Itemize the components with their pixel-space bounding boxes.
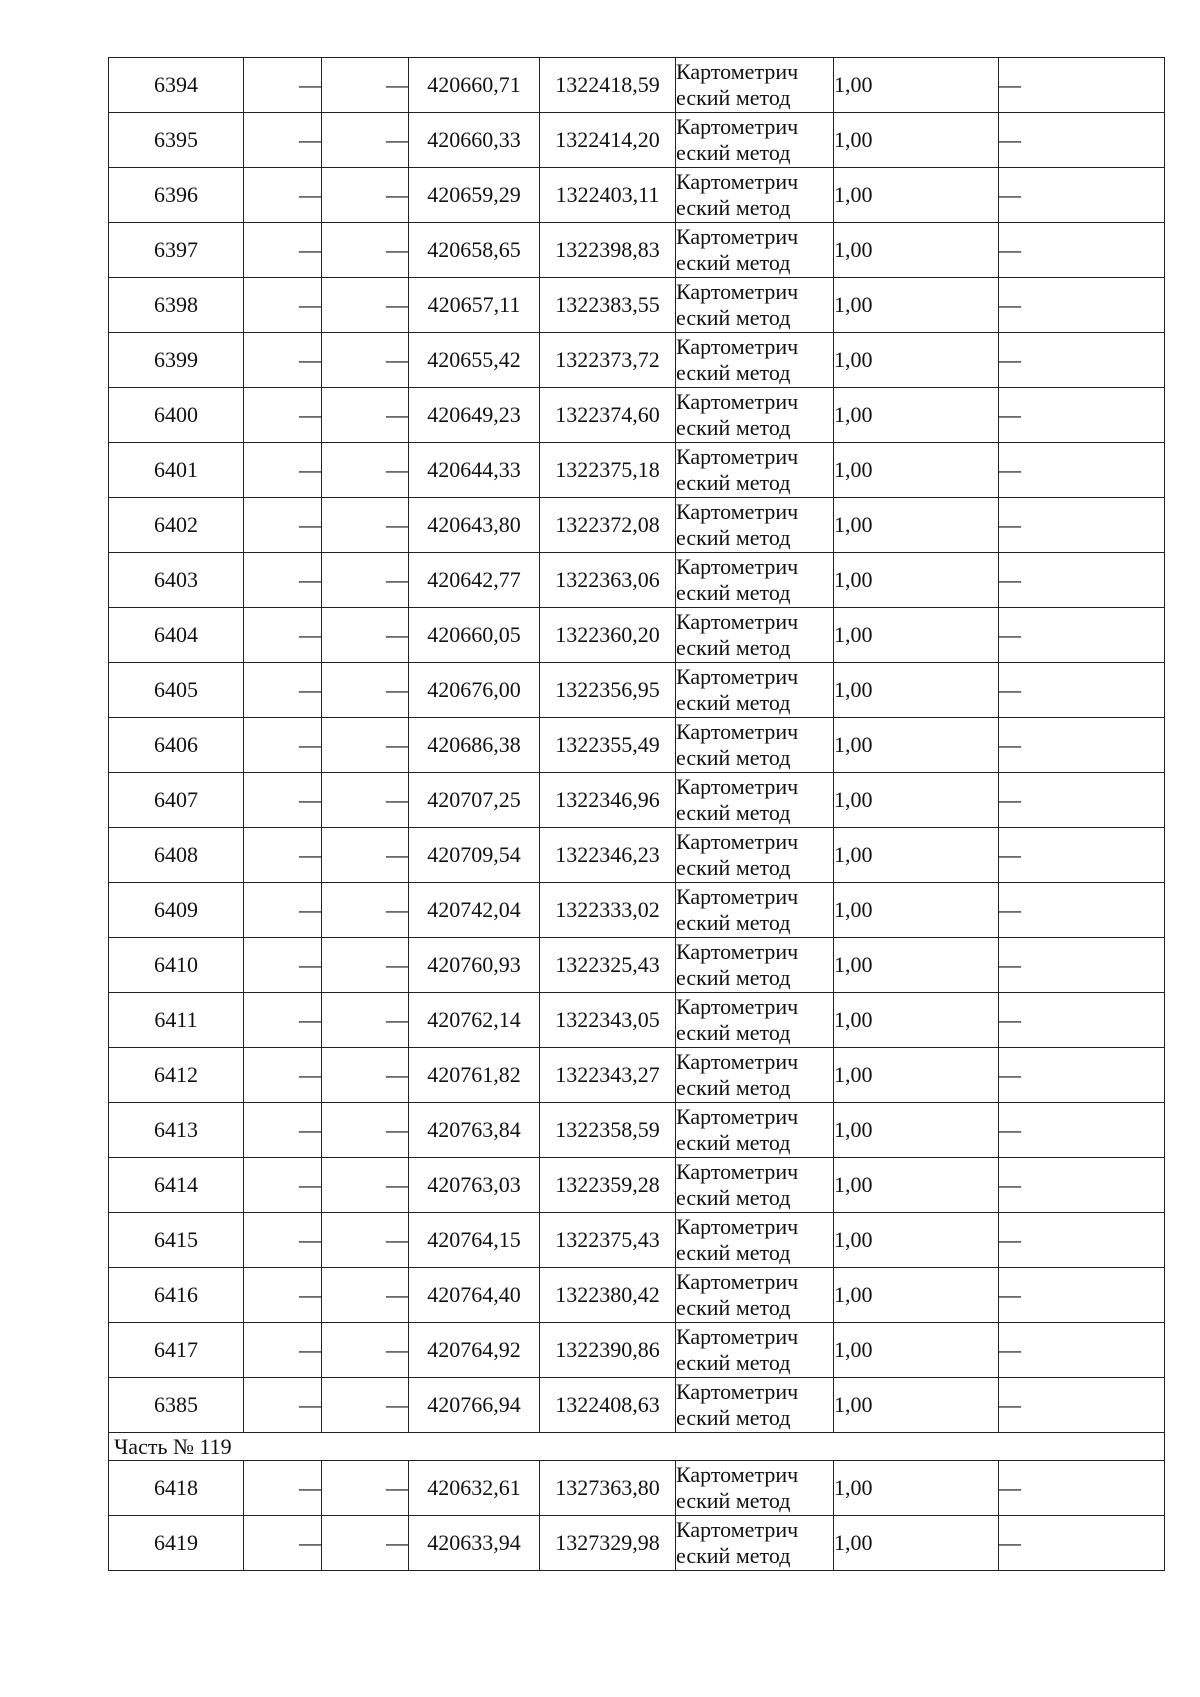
accuracy-cell: 1,00 xyxy=(834,883,999,938)
point-number-cell: 6415 xyxy=(109,1213,244,1268)
dash-cell: — xyxy=(244,993,322,1048)
dash-cell: — xyxy=(244,278,322,333)
dash-cell: — xyxy=(322,718,409,773)
point-number-cell: 6404 xyxy=(109,608,244,663)
table-row xyxy=(109,278,1165,333)
method-cell: Картометрич еский метод xyxy=(676,828,834,883)
dash-cell: — xyxy=(322,1323,409,1378)
accuracy-cell: 1,00 xyxy=(834,1048,999,1103)
description-cell: — xyxy=(999,278,1165,333)
dash-cell: — xyxy=(322,883,409,938)
dash-cell: — xyxy=(244,498,322,553)
description-cell: — xyxy=(999,113,1165,168)
point-number-cell: 6401 xyxy=(109,443,244,498)
method-cell: Картометрич еский метод xyxy=(676,333,834,388)
x-coordinate-cell: 420742,04 xyxy=(409,883,540,938)
table-row xyxy=(109,168,1165,223)
point-number-cell: 6397 xyxy=(109,223,244,278)
x-coordinate-cell: 420709,54 xyxy=(409,828,540,883)
accuracy-cell: 1,00 xyxy=(834,1378,999,1433)
dash-cell: — xyxy=(244,333,322,388)
dash-cell: — xyxy=(322,608,409,663)
dash-cell: — xyxy=(322,443,409,498)
table-row xyxy=(109,1103,1165,1158)
method-cell: Картометрич еский метод xyxy=(676,938,834,993)
accuracy-cell: 1,00 xyxy=(834,553,999,608)
description-cell: — xyxy=(999,1516,1165,1571)
dash-cell: — xyxy=(244,388,322,443)
dash-cell: — xyxy=(244,168,322,223)
dash-cell: — xyxy=(322,1268,409,1323)
accuracy-cell: 1,00 xyxy=(834,1268,999,1323)
method-cell: Картометрич еский метод xyxy=(676,1268,834,1323)
y-coordinate-cell: 1322374,60 xyxy=(540,388,676,443)
dash-cell: — xyxy=(244,1323,322,1378)
point-number-cell: 6398 xyxy=(109,278,244,333)
method-cell: Картометрич еский метод xyxy=(676,498,834,553)
y-coordinate-cell: 1322346,23 xyxy=(540,828,676,883)
method-cell: Картометрич еский метод xyxy=(676,608,834,663)
point-number-cell: 6411 xyxy=(109,993,244,1048)
dash-cell: — xyxy=(322,828,409,883)
description-cell: — xyxy=(999,553,1165,608)
table-row xyxy=(109,1048,1165,1103)
description-cell: — xyxy=(999,58,1165,113)
x-coordinate-cell: 420760,93 xyxy=(409,938,540,993)
x-coordinate-cell: 420658,65 xyxy=(409,223,540,278)
y-coordinate-cell: 1322346,96 xyxy=(540,773,676,828)
dash-cell: — xyxy=(244,718,322,773)
coordinates-table-body xyxy=(109,58,1165,1571)
method-cell: Картометрич еский метод xyxy=(676,773,834,828)
y-coordinate-cell: 1322343,05 xyxy=(540,993,676,1048)
table-row xyxy=(109,223,1165,278)
point-number-cell: 6394 xyxy=(109,58,244,113)
table-row xyxy=(109,388,1165,443)
y-coordinate-cell: 1322408,63 xyxy=(540,1378,676,1433)
dash-cell: — xyxy=(322,553,409,608)
method-cell: Картометрич еский метод xyxy=(676,718,834,773)
y-coordinate-cell: 1322333,02 xyxy=(540,883,676,938)
dash-cell: — xyxy=(322,1461,409,1516)
y-coordinate-cell: 1322375,18 xyxy=(540,443,676,498)
dash-cell: — xyxy=(322,663,409,718)
method-cell: Картометрич еский метод xyxy=(676,1158,834,1213)
method-cell: Картометрич еский метод xyxy=(676,993,834,1048)
y-coordinate-cell: 1322390,86 xyxy=(540,1323,676,1378)
description-cell: — xyxy=(999,1103,1165,1158)
dash-cell: — xyxy=(322,1213,409,1268)
dash-cell: — xyxy=(322,993,409,1048)
dash-cell: — xyxy=(244,1461,322,1516)
y-coordinate-cell: 1322355,49 xyxy=(540,718,676,773)
coordinates-table xyxy=(108,57,1165,1571)
x-coordinate-cell: 420763,03 xyxy=(409,1158,540,1213)
point-number-cell: 6396 xyxy=(109,168,244,223)
description-cell: — xyxy=(999,1158,1165,1213)
accuracy-cell: 1,00 xyxy=(834,1461,999,1516)
part-label: Часть № 119 xyxy=(109,1433,1165,1461)
dash-cell: — xyxy=(322,1103,409,1158)
dash-cell: — xyxy=(322,773,409,828)
point-number-cell: 6385 xyxy=(109,1378,244,1433)
point-number-cell: 6400 xyxy=(109,388,244,443)
x-coordinate-cell: 420676,00 xyxy=(409,663,540,718)
description-cell: — xyxy=(999,1323,1165,1378)
dash-cell: — xyxy=(322,1378,409,1433)
x-coordinate-cell: 420643,80 xyxy=(409,498,540,553)
x-coordinate-cell: 420642,77 xyxy=(409,553,540,608)
table-row xyxy=(109,773,1165,828)
dash-cell: — xyxy=(322,498,409,553)
y-coordinate-cell: 1322359,28 xyxy=(540,1158,676,1213)
table-row xyxy=(109,58,1165,113)
table-row xyxy=(109,1516,1165,1571)
point-number-cell: 6408 xyxy=(109,828,244,883)
accuracy-cell: 1,00 xyxy=(834,113,999,168)
point-number-cell: 6395 xyxy=(109,113,244,168)
dash-cell: — xyxy=(244,443,322,498)
point-number-cell: 6399 xyxy=(109,333,244,388)
method-cell: Картометрич еский метод xyxy=(676,223,834,278)
table-row xyxy=(109,553,1165,608)
point-number-cell: 6410 xyxy=(109,938,244,993)
table-row xyxy=(109,1158,1165,1213)
y-coordinate-cell: 1322363,06 xyxy=(540,553,676,608)
x-coordinate-cell: 420766,94 xyxy=(409,1378,540,1433)
dash-cell: — xyxy=(322,1516,409,1571)
method-cell: Картометрич еский метод xyxy=(676,113,834,168)
point-number-cell: 6418 xyxy=(109,1461,244,1516)
dash-cell: — xyxy=(244,1158,322,1213)
table-row xyxy=(109,993,1165,1048)
x-coordinate-cell: 420660,33 xyxy=(409,113,540,168)
description-cell: — xyxy=(999,718,1165,773)
dash-cell: — xyxy=(322,278,409,333)
point-number-cell: 6403 xyxy=(109,553,244,608)
dash-cell: — xyxy=(244,608,322,663)
x-coordinate-cell: 420644,33 xyxy=(409,443,540,498)
accuracy-cell: 1,00 xyxy=(834,1323,999,1378)
x-coordinate-cell: 420659,29 xyxy=(409,168,540,223)
dash-cell: — xyxy=(322,1048,409,1103)
dash-cell: — xyxy=(244,1213,322,1268)
accuracy-cell: 1,00 xyxy=(834,663,999,718)
y-coordinate-cell: 1322418,59 xyxy=(540,58,676,113)
dash-cell: — xyxy=(322,223,409,278)
x-coordinate-cell: 420763,84 xyxy=(409,1103,540,1158)
point-number-cell: 6412 xyxy=(109,1048,244,1103)
description-cell: — xyxy=(999,388,1165,443)
y-coordinate-cell: 1322383,55 xyxy=(540,278,676,333)
y-coordinate-cell: 1322375,43 xyxy=(540,1213,676,1268)
accuracy-cell: 1,00 xyxy=(834,773,999,828)
method-cell: Картометрич еский метод xyxy=(676,1213,834,1268)
accuracy-cell: 1,00 xyxy=(834,1103,999,1158)
description-cell: — xyxy=(999,1268,1165,1323)
y-coordinate-cell: 1322373,72 xyxy=(540,333,676,388)
accuracy-cell: 1,00 xyxy=(834,58,999,113)
accuracy-cell: 1,00 xyxy=(834,608,999,663)
point-number-cell: 6409 xyxy=(109,883,244,938)
point-number-cell: 6406 xyxy=(109,718,244,773)
x-coordinate-cell: 420655,42 xyxy=(409,333,540,388)
method-cell: Картометрич еский метод xyxy=(676,168,834,223)
y-coordinate-cell: 1322343,27 xyxy=(540,1048,676,1103)
method-cell: Картометрич еский метод xyxy=(676,1461,834,1516)
method-cell: Картометрич еский метод xyxy=(676,1516,834,1571)
table-row xyxy=(109,828,1165,883)
description-cell: — xyxy=(999,1378,1165,1433)
dash-cell: — xyxy=(244,828,322,883)
accuracy-cell: 1,00 xyxy=(834,498,999,553)
table-row xyxy=(109,663,1165,718)
description-cell: — xyxy=(999,333,1165,388)
description-cell: — xyxy=(999,883,1165,938)
dash-cell: — xyxy=(244,1048,322,1103)
description-cell: — xyxy=(999,993,1165,1048)
x-coordinate-cell: 420686,38 xyxy=(409,718,540,773)
description-cell: — xyxy=(999,663,1165,718)
dash-cell: — xyxy=(322,388,409,443)
method-cell: Картометрич еский метод xyxy=(676,883,834,938)
y-coordinate-cell: 1322356,95 xyxy=(540,663,676,718)
x-coordinate-cell: 420764,40 xyxy=(409,1268,540,1323)
accuracy-cell: 1,00 xyxy=(834,443,999,498)
accuracy-cell: 1,00 xyxy=(834,828,999,883)
dash-cell: — xyxy=(244,663,322,718)
method-cell: Картометрич еский метод xyxy=(676,1103,834,1158)
accuracy-cell: 1,00 xyxy=(834,993,999,1048)
x-coordinate-cell: 420707,25 xyxy=(409,773,540,828)
x-coordinate-cell: 420764,92 xyxy=(409,1323,540,1378)
dash-cell: — xyxy=(322,58,409,113)
y-coordinate-cell: 1322380,42 xyxy=(540,1268,676,1323)
dash-cell: — xyxy=(322,168,409,223)
description-cell: — xyxy=(999,1461,1165,1516)
method-cell: Картометрич еский метод xyxy=(676,278,834,333)
y-coordinate-cell: 1327363,80 xyxy=(540,1461,676,1516)
description-cell: — xyxy=(999,168,1165,223)
method-cell: Картометрич еский метод xyxy=(676,553,834,608)
table-row xyxy=(109,498,1165,553)
dash-cell: — xyxy=(322,1158,409,1213)
method-cell: Картометрич еский метод xyxy=(676,663,834,718)
description-cell: — xyxy=(999,1048,1165,1103)
y-coordinate-cell: 1322325,43 xyxy=(540,938,676,993)
accuracy-cell: 1,00 xyxy=(834,1158,999,1213)
y-coordinate-cell: 1322403,11 xyxy=(540,168,676,223)
accuracy-cell: 1,00 xyxy=(834,278,999,333)
x-coordinate-cell: 420764,15 xyxy=(409,1213,540,1268)
dash-cell: — xyxy=(322,333,409,388)
accuracy-cell: 1,00 xyxy=(834,938,999,993)
point-number-cell: 6405 xyxy=(109,663,244,718)
point-number-cell: 6413 xyxy=(109,1103,244,1158)
point-number-cell: 6414 xyxy=(109,1158,244,1213)
accuracy-cell: 1,00 xyxy=(834,333,999,388)
part-header-row xyxy=(109,1433,1165,1461)
x-coordinate-cell: 420660,05 xyxy=(409,608,540,663)
dash-cell: — xyxy=(322,938,409,993)
x-coordinate-cell: 420660,71 xyxy=(409,58,540,113)
table-row xyxy=(109,1268,1165,1323)
y-coordinate-cell: 1322398,83 xyxy=(540,223,676,278)
description-cell: — xyxy=(999,938,1165,993)
description-cell: — xyxy=(999,223,1165,278)
method-cell: Картометрич еский метод xyxy=(676,1048,834,1103)
method-cell: Картометрич еский метод xyxy=(676,388,834,443)
table-row xyxy=(109,1323,1165,1378)
dash-cell: — xyxy=(244,938,322,993)
point-number-cell: 6407 xyxy=(109,773,244,828)
y-coordinate-cell: 1322414,20 xyxy=(540,113,676,168)
y-coordinate-cell: 1322358,59 xyxy=(540,1103,676,1158)
method-cell: Картометрич еский метод xyxy=(676,1378,834,1433)
point-number-cell: 6417 xyxy=(109,1323,244,1378)
description-cell: — xyxy=(999,608,1165,663)
accuracy-cell: 1,00 xyxy=(834,718,999,773)
accuracy-cell: 1,00 xyxy=(834,168,999,223)
y-coordinate-cell: 1327329,98 xyxy=(540,1516,676,1571)
method-cell: Картометрич еский метод xyxy=(676,443,834,498)
x-coordinate-cell: 420761,82 xyxy=(409,1048,540,1103)
accuracy-cell: 1,00 xyxy=(834,1516,999,1571)
description-cell: — xyxy=(999,828,1165,883)
x-coordinate-cell: 420632,61 xyxy=(409,1461,540,1516)
description-cell: — xyxy=(999,443,1165,498)
point-number-cell: 6419 xyxy=(109,1516,244,1571)
description-cell: — xyxy=(999,773,1165,828)
table-row xyxy=(109,608,1165,663)
table-row xyxy=(109,333,1165,388)
table-row xyxy=(109,443,1165,498)
x-coordinate-cell: 420633,94 xyxy=(409,1516,540,1571)
description-cell: — xyxy=(999,1213,1165,1268)
dash-cell: — xyxy=(244,553,322,608)
table-row xyxy=(109,718,1165,773)
y-coordinate-cell: 1322372,08 xyxy=(540,498,676,553)
table-row xyxy=(109,938,1165,993)
description-cell: — xyxy=(999,498,1165,553)
table-row xyxy=(109,113,1165,168)
dash-cell: — xyxy=(244,773,322,828)
accuracy-cell: 1,00 xyxy=(834,223,999,278)
method-cell: Картометрич еский метод xyxy=(676,1323,834,1378)
table-row xyxy=(109,1378,1165,1433)
x-coordinate-cell: 420649,23 xyxy=(409,388,540,443)
accuracy-cell: 1,00 xyxy=(834,388,999,443)
dash-cell: — xyxy=(244,1103,322,1158)
dash-cell: — xyxy=(322,113,409,168)
point-number-cell: 6416 xyxy=(109,1268,244,1323)
point-number-cell: 6402 xyxy=(109,498,244,553)
x-coordinate-cell: 420657,11 xyxy=(409,278,540,333)
method-cell: Картометрич еский метод xyxy=(676,58,834,113)
table-row xyxy=(109,1213,1165,1268)
table-row xyxy=(109,883,1165,938)
dash-cell: — xyxy=(244,223,322,278)
table-row xyxy=(109,1461,1165,1516)
dash-cell: — xyxy=(244,883,322,938)
dash-cell: — xyxy=(244,58,322,113)
x-coordinate-cell: 420762,14 xyxy=(409,993,540,1048)
accuracy-cell: 1,00 xyxy=(834,1213,999,1268)
dash-cell: — xyxy=(244,1516,322,1571)
dash-cell: — xyxy=(244,1378,322,1433)
dash-cell: — xyxy=(244,1268,322,1323)
y-coordinate-cell: 1322360,20 xyxy=(540,608,676,663)
dash-cell: — xyxy=(244,113,322,168)
